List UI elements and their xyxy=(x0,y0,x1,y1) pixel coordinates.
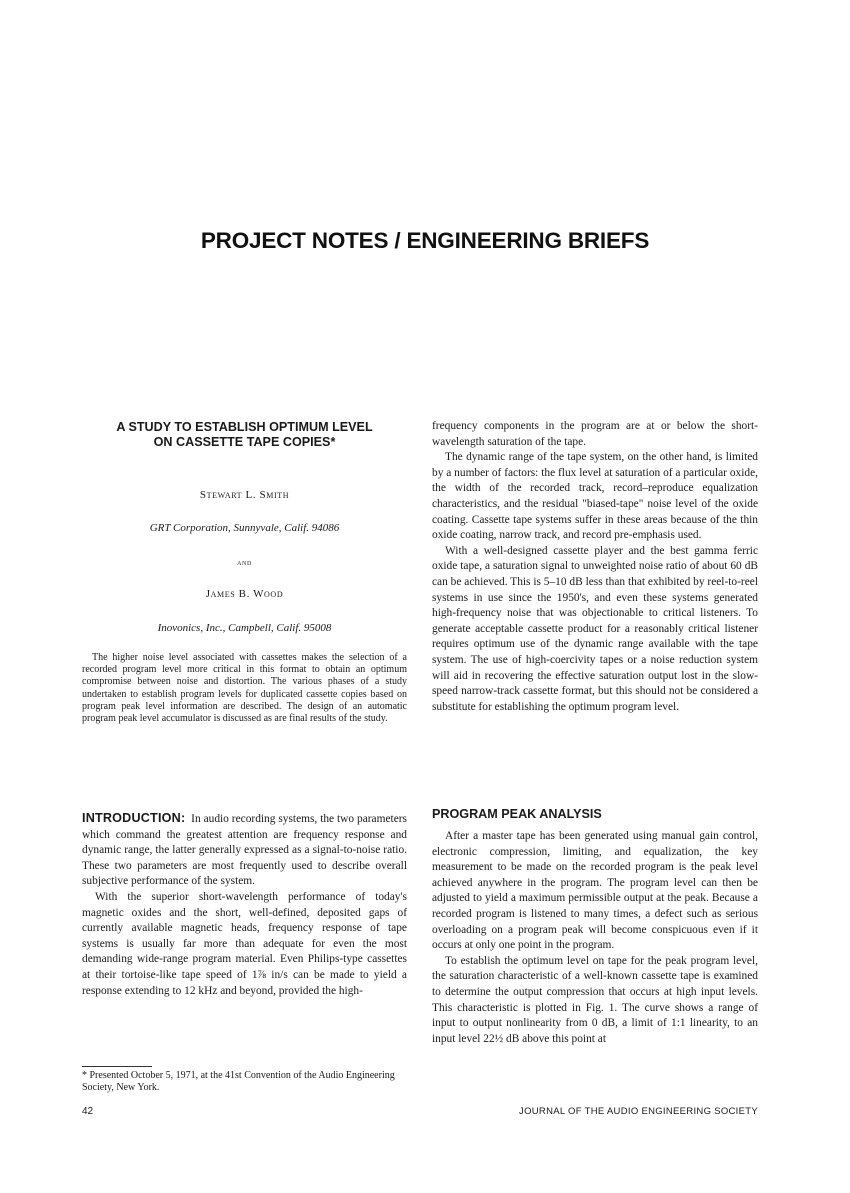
article-title-line-1: A STUDY TO ESTABLISH OPTIMUM LEVEL xyxy=(116,420,373,434)
intro-paragraph-1 xyxy=(82,811,407,890)
journal-name: JOURNAL OF THE AUDIO ENGINEERING SOCIETY xyxy=(519,1106,758,1117)
footnote-rule xyxy=(82,1066,152,1067)
article-title-line-2: ON CASSETTE TAPE COPIES* xyxy=(153,435,336,449)
right-paragraph-continued: frequency components in the program are at or below the short-wavelength saturation of the tape. xyxy=(432,420,758,448)
intro-heading: INTRODUCTION: xyxy=(82,811,186,825)
program-peak-section xyxy=(432,829,758,1047)
affiliation-1: GRT Corporation, Sunnyvale, Calif. 94086 xyxy=(149,522,340,534)
affiliation-2: Inovonics, Inc., Campbell, Calif. 95008 xyxy=(157,622,332,634)
footnote: * Presented October 5, 1971, at the 41st Convention of the Audio Engineering Society, New York. xyxy=(82,1070,395,1093)
intro-paragraph-1-text: In audio recording systems, the two parameters which command the greatest attention are frequency response and dynamic range, the latter generally expressed as a signal-to-noise ratio. These two parameters are most frequently used to describe overall subjective performance of the system. xyxy=(82,813,407,888)
left-column xyxy=(82,811,407,999)
dynamic-range-paragraph: The dynamic range of the tape system, on the other hand, is limited by a number of factors: the flux level at saturation of a particular oxide, the width of the recorded track, record–reproduce equalization characteristics, and the residual "biased-tape" noise level of the oxide coating. Cassette tape systems suffer in these areas because of the thin oxide coating, narrow track, and record pre-emphasis used. xyxy=(432,451,758,542)
program-peak-heading: PROGRAM PEAK ANALYSIS xyxy=(432,807,602,821)
cassette-player-paragraph: With a well-designed cassette player and the best gamma ferric oxide tape, a saturation signal to unweighted noise ratio of about 60 dB can be achieved. This is 5–10 dB less than that exhibited by reel-to-reel systems in use since the 1950's, and even these systems generated high-frequency noise that was objectionable to critical listeners. To generate acceptable cassette product for a reasonably critical listener requires optimum use of the dynamic range available with the tape system. The use of high-coercivity tapes or a noise reduction system will aid in recovering the effective saturation output lost in the slow-speed narrow-track cassette format, but this should not be considered a substitute for establishing the optimum program level. xyxy=(432,544,758,713)
section-title: PROJECT NOTES / ENGINEERING BRIEFS xyxy=(200,228,650,253)
abstract xyxy=(82,652,407,725)
program-peak-paragraph-2: To establish the optimum level on tape for the peak program level, the saturation characteristic of a well-known cassette tape is examined to determine the output compression that occurs at high input levels. This characteristic is plotted in Fig. 1. The curve shows a range of input to output nonlinearity from 0 dB, a limit of 1:1 linearity, to an input level 22½ dB above this point at xyxy=(432,954,758,1045)
right-column xyxy=(432,419,758,715)
abstract-text: The higher noise level associated with cassettes makes the selection of a recorded program level more critical in this format to obtain an optimum compromise between noise and distortion. The various phases of a study undertaken to establish program levels for duplicated cassette copies based on program peak level information are described. The design of an automatic program peak level accumulator is discussed as are final results of the study. xyxy=(82,652,407,725)
intro-paragraph-2: With the superior short-wavelength performance of today's magnetic oxides and the short, well-defined, deposited gaps of currently available magnetic heads, frequency response of tape systems is usually far more than adequate for even the most demanding wide-range program material. Even Philips-type cassettes at their tortoise-like tape speed of 1⅞ in/s can be made to yield a response extending to 12 kHz and beyond, provided the high- xyxy=(82,890,407,997)
author-conjunction: and xyxy=(237,557,252,567)
page-number: 42 xyxy=(82,1106,94,1117)
article-title xyxy=(82,420,407,450)
program-peak-paragraph-1: After a master tape has been generated using manual gain control, electronic compression, limiting, and equalization, the key measurement to be made on the recorded program is the peak level achieved anywhere in the program. The program level can then be adjusted to yield a maximum permissible output at the peak. Because a recorded program is listened to many times, a defect such as serious overloading on a program peak will become conspicuous even if it occurs at only one point in the program. xyxy=(432,830,758,952)
author-2: James B. Wood xyxy=(205,588,284,600)
author-1: Stewart L. Smith xyxy=(199,489,290,501)
